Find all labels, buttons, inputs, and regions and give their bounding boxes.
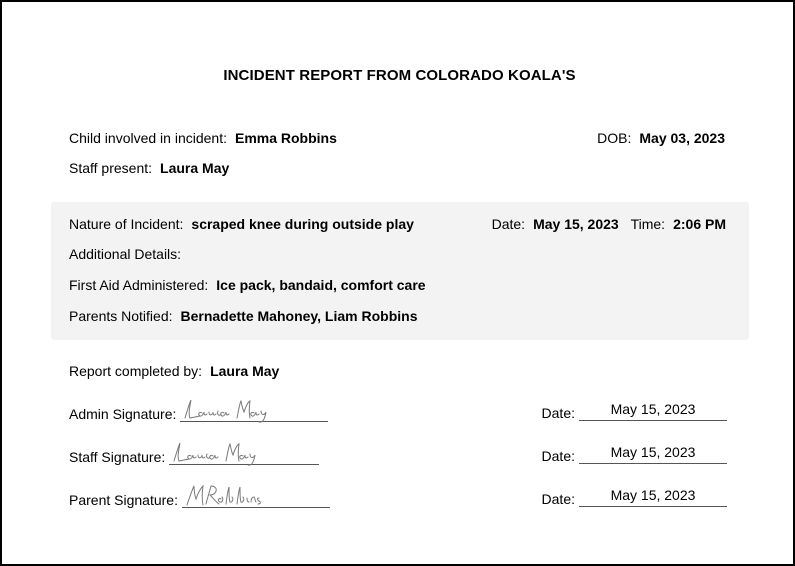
parent-signature-image (184, 482, 264, 510)
incident-time-label: Time: (630, 216, 666, 232)
first-aid-row (69, 277, 426, 293)
staff-signature-row (69, 443, 319, 465)
parent-signature-field[interactable] (182, 486, 330, 508)
parent-date-label: Date: (541, 491, 575, 507)
parents-notified-value: Bernadette Mahoney, Liam Robbins (180, 308, 418, 324)
parents-notified-row (69, 308, 418, 324)
admin-date-field[interactable] (579, 401, 727, 421)
admin-signature-field[interactable] (180, 400, 328, 422)
nature-value: scraped knee during outside play (191, 216, 414, 232)
admin-date-row (542, 401, 727, 421)
admin-signature-label: Admin Signature: (69, 406, 177, 422)
staff-signature-label: Staff Signature: (69, 449, 166, 465)
report-completed-value: Laura May (210, 363, 280, 379)
staff-date-value: May 15, 2023 (610, 444, 696, 460)
parents-notified-label: Parents Notified: (69, 308, 173, 324)
staff-present-value: Laura May (160, 160, 230, 176)
report-completed-label: Report completed by: (69, 363, 203, 379)
admin-date-value: May 15, 2023 (610, 401, 696, 417)
additional-details-row (69, 246, 181, 262)
nature-label: Nature of Incident: (69, 216, 184, 232)
parent-date-row (542, 487, 727, 507)
staff-present-row (69, 160, 229, 176)
admin-signature-image (182, 396, 272, 424)
child-row (69, 130, 337, 146)
parent-signature-row (69, 486, 330, 508)
incident-date-time (492, 216, 726, 232)
staff-date-row (542, 444, 727, 464)
parent-date-field[interactable] (579, 487, 727, 507)
staff-signature-field[interactable] (169, 443, 319, 465)
dob-value: May 03, 2023 (639, 130, 725, 146)
nature-row (69, 216, 414, 232)
report-title: INCIDENT REPORT FROM COLORADO KOALA'S (223, 67, 576, 84)
admin-signature-row (69, 400, 328, 422)
dob-label: DOB: (597, 130, 632, 146)
first-aid-label: First Aid Administered: (69, 277, 209, 293)
staff-signature-image (171, 439, 261, 467)
additional-details-label: Additional Details: (69, 246, 182, 262)
child-value: Emma Robbins (234, 130, 337, 146)
incident-time-value: 2:06 PM (673, 216, 726, 232)
child-label: Child involved in incident: (69, 130, 227, 146)
first-aid-value: Ice pack, bandaid, comfort care (216, 277, 426, 293)
admin-date-label: Date: (541, 405, 575, 421)
staff-present-label: Staff present: (69, 160, 153, 176)
staff-date-field[interactable] (579, 444, 727, 464)
parent-date-value: May 15, 2023 (610, 487, 696, 503)
report-completed-row (69, 363, 279, 379)
incident-date-value: May 15, 2023 (533, 216, 619, 232)
incident-date-label: Date: (491, 216, 526, 232)
parent-signature-label: Parent Signature: (69, 492, 178, 508)
dob-row (597, 130, 725, 146)
staff-date-label: Date: (541, 448, 575, 464)
